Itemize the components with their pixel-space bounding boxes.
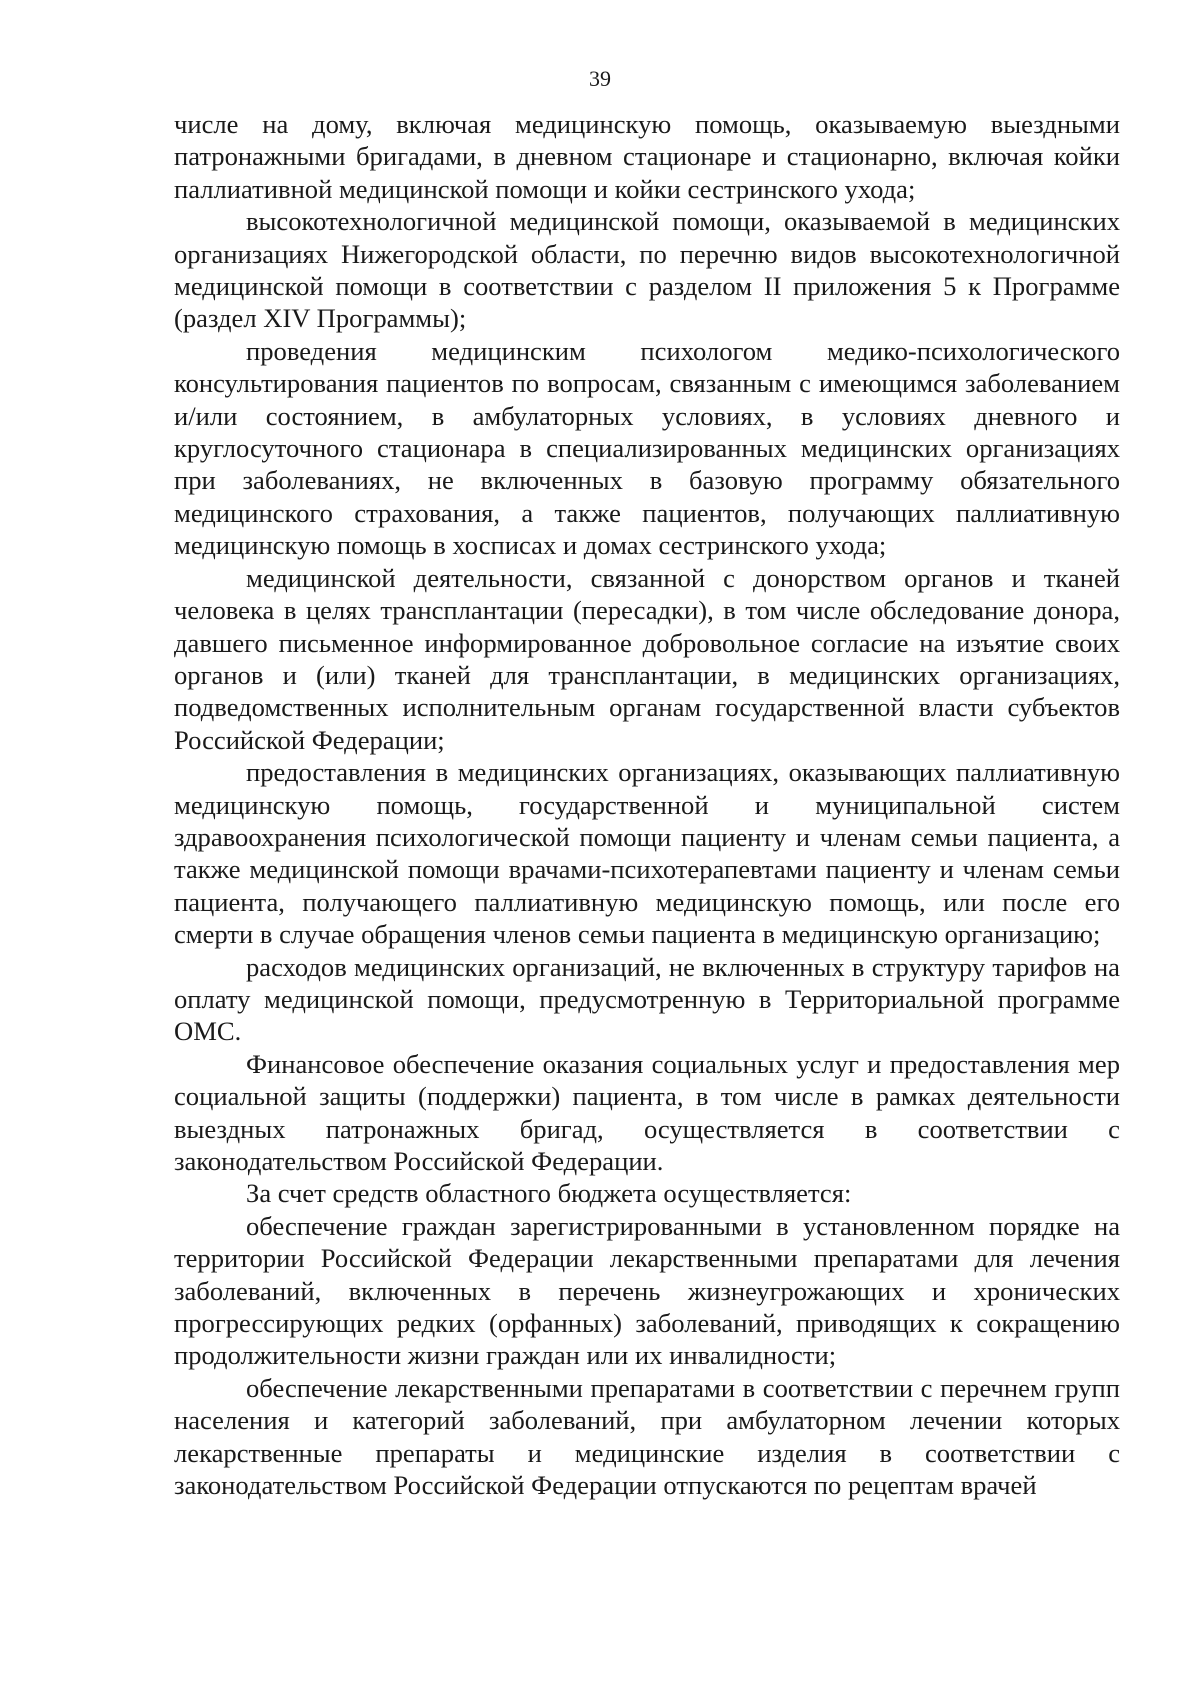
paragraph-expenses: расходов медицинских организаций, не включенных в структуру тарифов на оплату медицинской помощи, предусмотренную в Территориальной программе ОМС. — [174, 951, 1120, 1047]
paragraph-palliative-psych-help: предоставления в медицинских организациях, оказывающих паллиативную медицинскую помощь, государственной и муниципальной систем здравоохранения психологической помощи пациенту и членам семьи пациента, а также медицинской помощи врачами-психотерапевтами пациенту и членам семьи пациента, получающего паллиативную медицинскую помощь, или после его смерти в случае обращения членов семьи пациента в медицинскую организацию; — [174, 757, 1120, 950]
paragraph-psychological-counseling: проведения медицинским психологом медико-психологического консультирования пациентов по вопросам, связанным с имеющимся заболеванием и/или состоянием, в амбулаторных условиях, в условиях дневного и круглосуточного стационара в специализированных медицинских организациях при заболеваниях, не включенных в базовую программу обязательного медицинского страхования, а также пациентов, получающих паллиативную медицинскую помощь в хосписах и домах сестринского ухода; — [174, 335, 1120, 561]
paragraph-orphan-drugs: обеспечение граждан зарегистрированными в установленном порядке на территории Российской Федерации лекарственными препаратами для лечения заболеваний, включенных в перечень жизнеугрожающих и хронических прогрессирующих редких (орфанных) заболеваний, приводящих к сокращению продолжительности жизни граждан или их инвалидности; — [174, 1210, 1120, 1371]
paragraph-social-services: Финансовое обеспечение оказания социальных услуг и предоставления мер социальной защиты (поддержки) пациента, в том числе в рамках деятельности выездных патронажных бригад, осуществляется в соответствии с законодательством Российской Федерации. — [174, 1048, 1120, 1176]
page-number: 39 — [589, 66, 611, 91]
paragraph-continuation: числе на дому, включая медицинскую помощь, оказываемую выездными патронажными бригадами, в дневном стационаре и стационарно, включая койки паллиативной медицинской помощи и койки сестринского ухода; — [174, 109, 1120, 204]
document-body — [174, 108, 1120, 1501]
paragraph-regional-budget: За счет средств областного бюджета осуществляется: — [246, 1178, 852, 1209]
paragraph-high-tech-care: высокотехнологичной медицинской помощи, оказываемой в медицинских организациях Нижегородской области, по перечню видов высокотехнологичной медицинской помощи в соответствии с разделом II приложения 5 к Программе (раздел XIV Программы); — [174, 206, 1120, 334]
paragraph-prescription-drugs: обеспечение лекарственными препаратами в соответствии с перечнем групп населения и категорий заболеваний, при амбулаторном лечении которых лекарственные препараты и медицинские изделия в соответствии с законодательством Российской Федерации отпускаются по рецептам врачей — [174, 1372, 1120, 1501]
paragraph-organ-donation: медицинской деятельности, связанной с донорством органов и тканей человека в целях трансплантации (пересадки), в том числе обследование донора, давшего письменное информированное добровольное согласие на изъятие своих органов и (или) тканей для трансплантации, в медицинских организациях, подведомственных исполнительным органам государственной власти субъектов Российской Федерации; — [174, 562, 1120, 755]
